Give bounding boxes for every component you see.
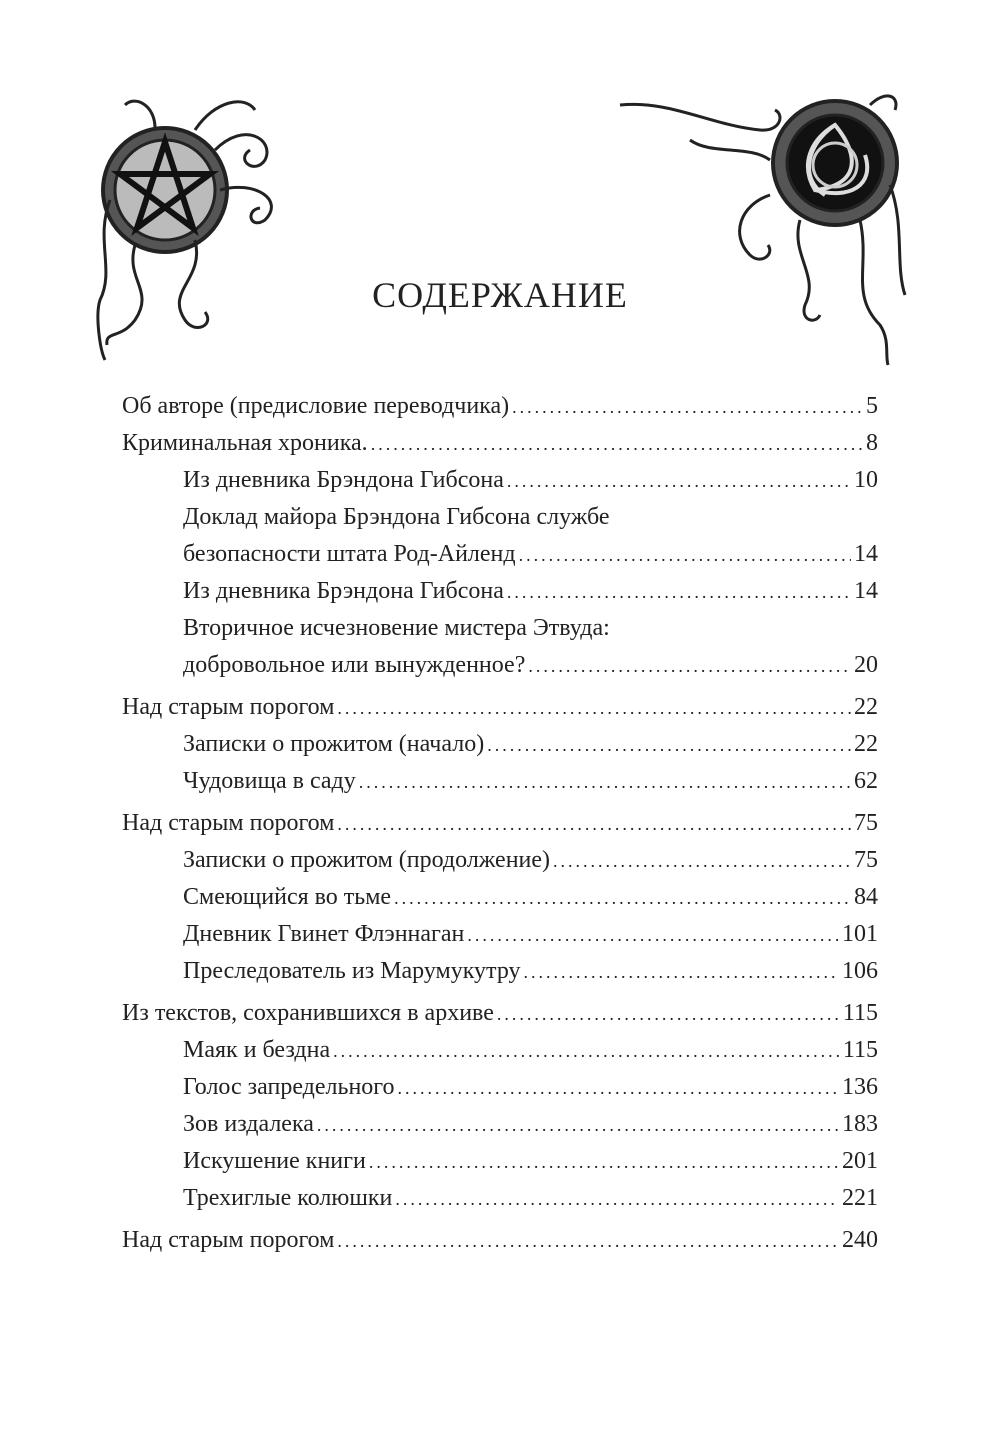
toc-entry[interactable] [122,388,878,425]
toc-entry-title: Из дневника Брэндона Гибсона [183,578,504,604]
dot-leader [524,954,839,991]
toc-entry[interactable] [122,425,878,462]
dot-leader [359,764,851,801]
toc-page-number: 183 [842,1111,878,1137]
toc-entry[interactable] [122,573,878,610]
dot-leader [519,537,851,574]
toc-entry[interactable] [122,536,878,573]
dot-leader [317,1107,839,1144]
toc-entry[interactable] [122,842,878,879]
toc-entry-title: Смеющийся во тьме [183,884,392,910]
toc-entry-title: Криминальная хроника. [122,430,368,456]
toc-page-number: 240 [842,1227,878,1253]
dot-leader [333,1033,840,1070]
toc-entry-title: Из дневника Брэндона Гибсона [183,467,504,493]
dot-leader [553,843,851,880]
toc-entry[interactable] [122,805,878,842]
toc-page-number: 75 [854,810,878,836]
toc-page-number: 101 [842,921,878,947]
toc-entry[interactable] [122,1032,878,1069]
toc-entry-title: Дневник Гвинет Флэннаган [183,921,465,947]
toc-entry[interactable] [122,763,878,800]
dot-leader [371,426,863,463]
toc-entry-title: Записки о прожитом (начало) [183,731,485,757]
toc-entry[interactable] [122,953,878,990]
toc-entry[interactable] [122,995,878,1032]
page-title: СОДЕРЖАНИЕ [372,275,628,315]
dot-leader [528,648,851,685]
toc-entry[interactable] [122,1180,878,1217]
toc-entry[interactable] [122,879,878,916]
toc-entry[interactable] [122,1143,878,1180]
dot-leader [337,806,851,843]
toc-page-number: 22 [854,731,878,757]
toc-entry-title: Искушение книги [183,1148,366,1174]
toc-entry-title: Записки о прожитом (продолжение) [183,847,551,873]
dot-leader [507,463,851,500]
toc-page-number: 221 [842,1185,878,1211]
toc-entry-title: Преследователь из Марумукутру [183,958,521,984]
toc-entry-title: Об авторе (предисловие переводчика) [122,393,510,419]
toc-entry[interactable] [122,1222,878,1259]
toc-page-number: 84 [854,884,878,910]
dot-leader [512,389,863,426]
toc-page-number: 201 [842,1148,878,1174]
pentagram-ornament-icon [95,90,295,365]
toc-entry[interactable] [122,647,878,684]
dot-leader [398,1070,839,1107]
toc-entry-title: Чудовища в саду [183,768,356,794]
toc-entry-title: Над старым порогом [122,810,335,836]
toc-entry[interactable] [122,499,878,536]
dot-leader [395,1181,839,1218]
toc-entry[interactable] [122,916,878,953]
toc-page-number: 106 [842,958,878,984]
toc-entry[interactable] [122,689,878,726]
dot-leader [337,1223,839,1260]
toc-entry-title: Над старым порогом [122,694,335,720]
toc-page-number: 115 [842,1037,878,1063]
toc-page-number: 115 [842,1000,878,1026]
toc-entry-title: добровольное или вынужденное? [183,652,526,678]
toc-page-number: 10 [854,467,878,493]
toc-entry[interactable] [122,462,878,499]
dot-leader [337,690,851,727]
toc-entry-title: Зов издалека [183,1111,314,1137]
toc-entry-title: Над старым порогом [122,1227,335,1253]
triquetra-ornament-icon [610,85,910,385]
toc-page-number: 75 [854,847,878,873]
toc-entry[interactable] [122,1106,878,1143]
toc-entry-title: Вторичное исчезновение мистера Этвуда: [183,615,610,641]
toc-entry-title: безопасности штата Род-Айленд [183,541,516,567]
toc-entry-title: Из текстов, сохранившихся в архиве [122,1000,494,1026]
toc-entry[interactable] [122,1069,878,1106]
toc-entry-title: Трехиглые колюшки [183,1185,393,1211]
toc-entry-title: Маяк и бездна [183,1037,331,1063]
toc-page-number: 136 [842,1074,878,1100]
dot-leader [467,917,839,954]
toc-page-number: 62 [854,768,878,794]
dot-leader [497,996,840,1033]
dot-leader [487,727,851,764]
dot-leader [369,1144,839,1181]
toc-page-number: 22 [854,694,878,720]
dot-leader [507,574,851,611]
toc-page-number: 14 [854,578,878,604]
dot-leader [394,880,851,917]
toc-page-number: 14 [854,541,878,567]
toc-entry-title: Голос запредельного [183,1074,395,1100]
toc-entry-title: Доклад майора Брэндона Гибсона службе [183,504,610,530]
toc-page-number: 20 [854,652,878,678]
toc-page-number: 5 [866,393,878,419]
table-of-contents [122,388,878,1259]
toc-entry[interactable] [122,610,878,647]
toc-entry[interactable] [122,726,878,763]
toc-page-number: 8 [866,430,878,456]
